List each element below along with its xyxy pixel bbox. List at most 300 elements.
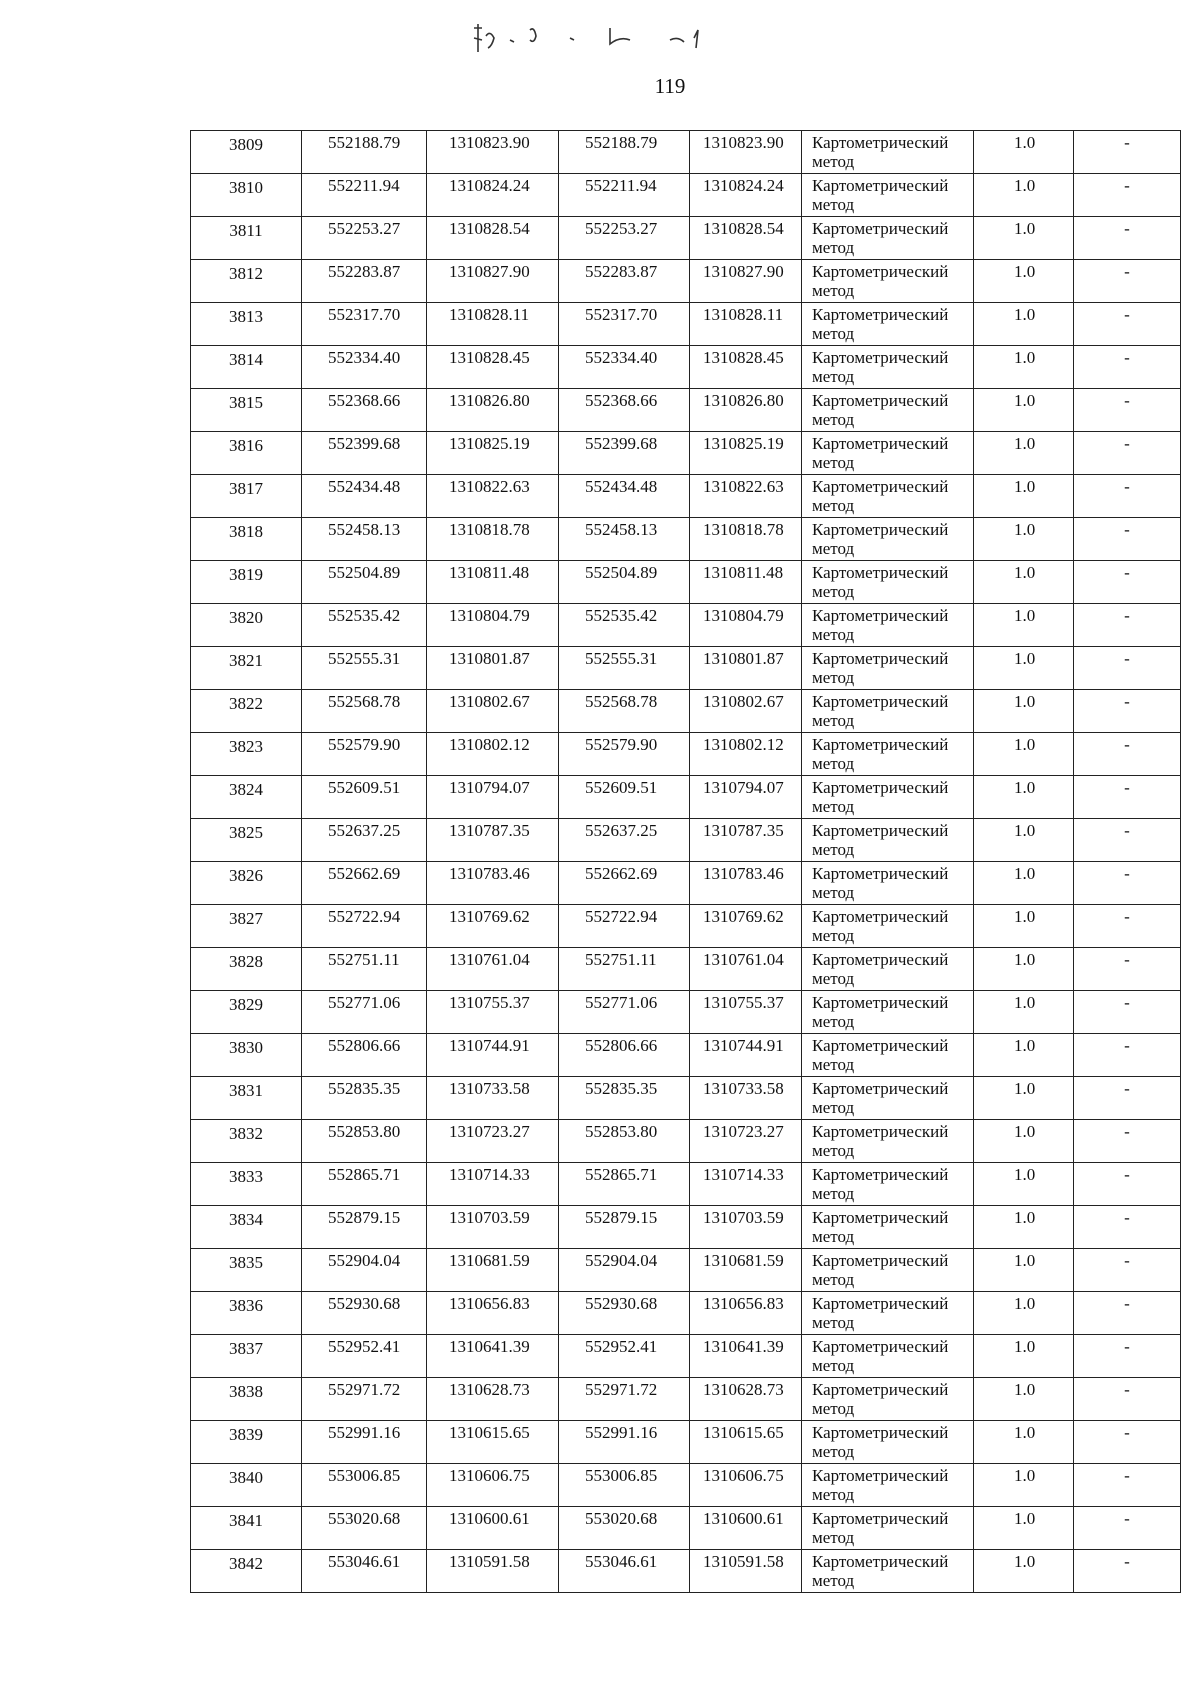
y-coordinate-value: 1310818.78 bbox=[449, 520, 530, 539]
precision-cell bbox=[974, 475, 1074, 518]
y-coordinate-new-value: 1310641.39 bbox=[703, 1337, 784, 1356]
y-coordinate-cell bbox=[427, 1507, 559, 1550]
x-coordinate-value: 552806.66 bbox=[328, 1036, 401, 1055]
point-number-value: 3841 bbox=[229, 1511, 263, 1530]
x-coordinate-value: 552751.11 bbox=[328, 950, 400, 969]
point-number-cell bbox=[191, 217, 302, 260]
y-coordinate-new-value: 1310826.80 bbox=[703, 391, 784, 410]
precision-value: 1.0 bbox=[1014, 262, 1036, 281]
y-coordinate-new-value: 1310787.35 bbox=[703, 821, 784, 840]
precision-value: 1.0 bbox=[1014, 348, 1036, 367]
precision-cell bbox=[974, 991, 1074, 1034]
y-coordinate-new-cell bbox=[690, 303, 802, 346]
table-row bbox=[191, 217, 1181, 260]
method-text: метод bbox=[812, 1141, 855, 1160]
x-coordinate-value: 552555.31 bbox=[328, 649, 401, 668]
method-cell bbox=[802, 776, 974, 819]
point-number-value: 3818 bbox=[229, 522, 263, 541]
x-coordinate-new-value: 552334.40 bbox=[585, 348, 658, 367]
table-row bbox=[191, 1378, 1181, 1421]
method-text: метод bbox=[812, 1313, 855, 1332]
y-coordinate-new-value: 1310744.91 bbox=[703, 1036, 784, 1055]
x-coordinate-new-cell bbox=[559, 819, 690, 862]
description-value: - bbox=[1124, 649, 1130, 668]
table-row bbox=[191, 1335, 1181, 1378]
y-coordinate-new-cell bbox=[690, 991, 802, 1034]
description-value: - bbox=[1124, 1208, 1130, 1227]
point-number-value: 3824 bbox=[229, 780, 263, 799]
x-coordinate-new-value: 553046.61 bbox=[585, 1552, 658, 1571]
point-number-cell bbox=[191, 475, 302, 518]
x-coordinate-new-cell bbox=[559, 1335, 690, 1378]
table-row bbox=[191, 1249, 1181, 1292]
precision-value: 1.0 bbox=[1014, 735, 1036, 754]
y-coordinate-new-value: 1310827.90 bbox=[703, 262, 784, 281]
precision-value: 1.0 bbox=[1014, 692, 1036, 711]
description-cell bbox=[1074, 432, 1181, 475]
y-coordinate-new-value: 1310828.11 bbox=[703, 305, 784, 324]
x-coordinate-value: 552283.87 bbox=[328, 262, 401, 281]
method-cell bbox=[802, 1378, 974, 1421]
description-value: - bbox=[1124, 477, 1130, 496]
x-coordinate-value: 552609.51 bbox=[328, 778, 401, 797]
y-coordinate-cell bbox=[427, 991, 559, 1034]
y-coordinate-new-cell bbox=[690, 862, 802, 905]
x-coordinate-value: 552930.68 bbox=[328, 1294, 401, 1313]
point-number-cell bbox=[191, 905, 302, 948]
precision-cell bbox=[974, 131, 1074, 174]
description-cell bbox=[1074, 1550, 1181, 1593]
method-cell bbox=[802, 1292, 974, 1335]
method-text: метод bbox=[812, 1356, 855, 1375]
y-coordinate-value: 1310606.75 bbox=[449, 1466, 530, 1485]
table-row bbox=[191, 1120, 1181, 1163]
precision-value: 1.0 bbox=[1014, 477, 1036, 496]
method-text: Картометрический bbox=[812, 1165, 949, 1184]
y-coordinate-new-value: 1310723.27 bbox=[703, 1122, 784, 1141]
description-value: - bbox=[1124, 1165, 1130, 1184]
y-coordinate-cell bbox=[427, 647, 559, 690]
precision-cell bbox=[974, 1550, 1074, 1593]
method-cell bbox=[802, 690, 974, 733]
method-text: метод bbox=[812, 840, 855, 859]
method-text: метод bbox=[812, 238, 855, 257]
description-value: - bbox=[1124, 1294, 1130, 1313]
x-coordinate-new-value: 552568.78 bbox=[585, 692, 658, 711]
y-coordinate-value: 1310681.59 bbox=[449, 1251, 530, 1270]
x-coordinate-cell bbox=[302, 303, 427, 346]
y-coordinate-new-cell bbox=[690, 733, 802, 776]
x-coordinate-value: 553046.61 bbox=[328, 1552, 401, 1571]
y-coordinate-value: 1310828.54 bbox=[449, 219, 530, 238]
description-value: - bbox=[1124, 348, 1130, 367]
method-text: Картометрический bbox=[812, 262, 949, 281]
x-coordinate-cell bbox=[302, 1077, 427, 1120]
method-text: Картометрический bbox=[812, 520, 949, 539]
method-text: Картометрический bbox=[812, 950, 949, 969]
y-coordinate-value: 1310714.33 bbox=[449, 1165, 530, 1184]
description-value: - bbox=[1124, 1337, 1130, 1356]
x-coordinate-cell bbox=[302, 1292, 427, 1335]
precision-cell bbox=[974, 776, 1074, 819]
x-coordinate-cell bbox=[302, 1034, 427, 1077]
y-coordinate-cell bbox=[427, 819, 559, 862]
precision-cell bbox=[974, 1378, 1074, 1421]
description-cell bbox=[1074, 905, 1181, 948]
method-text: метод bbox=[812, 453, 855, 472]
y-coordinate-value: 1310801.87 bbox=[449, 649, 530, 668]
method-text: метод bbox=[812, 582, 855, 601]
x-coordinate-value: 552253.27 bbox=[328, 219, 401, 238]
y-coordinate-cell bbox=[427, 690, 559, 733]
x-coordinate-new-cell bbox=[559, 776, 690, 819]
x-coordinate-cell bbox=[302, 518, 427, 561]
x-coordinate-new-value: 552853.80 bbox=[585, 1122, 658, 1141]
method-cell bbox=[802, 174, 974, 217]
x-coordinate-new-value: 552504.89 bbox=[585, 563, 658, 582]
method-text: Картометрический bbox=[812, 1552, 949, 1571]
y-coordinate-cell bbox=[427, 1034, 559, 1077]
method-text: метод bbox=[812, 754, 855, 773]
y-coordinate-new-value: 1310703.59 bbox=[703, 1208, 784, 1227]
y-coordinate-value: 1310783.46 bbox=[449, 864, 530, 883]
precision-cell bbox=[974, 604, 1074, 647]
y-coordinate-new-cell bbox=[690, 819, 802, 862]
y-coordinate-new-value: 1310811.48 bbox=[703, 563, 784, 582]
x-coordinate-value: 552317.70 bbox=[328, 305, 401, 324]
point-number-cell bbox=[191, 991, 302, 1034]
method-cell bbox=[802, 1077, 974, 1120]
method-text: метод bbox=[812, 1012, 855, 1031]
x-coordinate-new-cell bbox=[559, 991, 690, 1034]
y-coordinate-value: 1310723.27 bbox=[449, 1122, 530, 1141]
method-text: Картометрический bbox=[812, 735, 949, 754]
y-coordinate-cell bbox=[427, 1163, 559, 1206]
description-value: - bbox=[1124, 606, 1130, 625]
table-row bbox=[191, 1034, 1181, 1077]
y-coordinate-new-value: 1310656.83 bbox=[703, 1294, 784, 1313]
method-text: метод bbox=[812, 969, 855, 988]
x-coordinate-new-value: 553020.68 bbox=[585, 1509, 658, 1528]
method-text: метод bbox=[812, 1098, 855, 1117]
method-text: Картометрический bbox=[812, 692, 949, 711]
method-cell bbox=[802, 260, 974, 303]
y-coordinate-new-cell bbox=[690, 131, 802, 174]
precision-value: 1.0 bbox=[1014, 305, 1036, 324]
method-text: Картометрический bbox=[812, 1251, 949, 1270]
x-coordinate-value: 553006.85 bbox=[328, 1466, 401, 1485]
x-coordinate-cell bbox=[302, 905, 427, 948]
x-coordinate-value: 552458.13 bbox=[328, 520, 401, 539]
precision-cell bbox=[974, 1335, 1074, 1378]
description-value: - bbox=[1124, 1423, 1130, 1442]
y-coordinate-new-value: 1310591.58 bbox=[703, 1552, 784, 1571]
table-row bbox=[191, 260, 1181, 303]
x-coordinate-new-value: 552835.35 bbox=[585, 1079, 658, 1098]
point-number-cell bbox=[191, 1120, 302, 1163]
method-text: метод bbox=[812, 1270, 855, 1289]
y-coordinate-cell bbox=[427, 561, 559, 604]
x-coordinate-new-value: 552904.04 bbox=[585, 1251, 658, 1270]
y-coordinate-value: 1310828.11 bbox=[449, 305, 530, 324]
point-number-value: 3811 bbox=[229, 221, 263, 240]
precision-value: 1.0 bbox=[1014, 907, 1036, 926]
point-number-value: 3834 bbox=[229, 1210, 263, 1229]
y-coordinate-new-cell bbox=[690, 518, 802, 561]
x-coordinate-new-value: 552211.94 bbox=[585, 176, 657, 195]
description-value: - bbox=[1124, 1251, 1130, 1270]
y-coordinate-new-value: 1310804.79 bbox=[703, 606, 784, 625]
y-coordinate-cell bbox=[427, 303, 559, 346]
description-cell bbox=[1074, 475, 1181, 518]
x-coordinate-new-value: 552771.06 bbox=[585, 993, 658, 1012]
y-coordinate-new-cell bbox=[690, 1421, 802, 1464]
method-text: Картометрический bbox=[812, 1079, 949, 1098]
x-coordinate-new-value: 552879.15 bbox=[585, 1208, 658, 1227]
x-coordinate-new-cell bbox=[559, 518, 690, 561]
precision-value: 1.0 bbox=[1014, 821, 1036, 840]
method-text: Картометрический bbox=[812, 477, 949, 496]
x-coordinate-new-cell bbox=[559, 1292, 690, 1335]
table-row bbox=[191, 948, 1181, 991]
y-coordinate-value: 1310755.37 bbox=[449, 993, 530, 1012]
precision-value: 1.0 bbox=[1014, 1509, 1036, 1528]
y-coordinate-value: 1310824.24 bbox=[449, 176, 530, 195]
y-coordinate-new-cell bbox=[690, 1335, 802, 1378]
y-coordinate-new-value: 1310714.33 bbox=[703, 1165, 784, 1184]
y-coordinate-cell bbox=[427, 905, 559, 948]
x-coordinate-new-value: 552751.11 bbox=[585, 950, 657, 969]
description-cell bbox=[1074, 346, 1181, 389]
x-coordinate-new-cell bbox=[559, 475, 690, 518]
y-coordinate-cell bbox=[427, 475, 559, 518]
precision-cell bbox=[974, 260, 1074, 303]
precision-cell bbox=[974, 948, 1074, 991]
method-text: метод bbox=[812, 367, 855, 386]
precision-value: 1.0 bbox=[1014, 219, 1036, 238]
method-text: Картометрический bbox=[812, 778, 949, 797]
description-value: - bbox=[1124, 219, 1130, 238]
method-text: Картометрический bbox=[812, 1208, 949, 1227]
y-coordinate-new-cell bbox=[690, 1034, 802, 1077]
x-coordinate-new-cell bbox=[559, 690, 690, 733]
point-number-value: 3812 bbox=[229, 264, 263, 283]
table-row bbox=[191, 1206, 1181, 1249]
y-coordinate-new-value: 1310755.37 bbox=[703, 993, 784, 1012]
precision-cell bbox=[974, 1077, 1074, 1120]
y-coordinate-new-cell bbox=[690, 346, 802, 389]
x-coordinate-new-cell bbox=[559, 303, 690, 346]
point-number-cell bbox=[191, 346, 302, 389]
table-row bbox=[191, 346, 1181, 389]
x-coordinate-cell bbox=[302, 819, 427, 862]
point-number-value: 3816 bbox=[229, 436, 263, 455]
y-coordinate-new-value: 1310822.63 bbox=[703, 477, 784, 496]
x-coordinate-value: 553020.68 bbox=[328, 1509, 401, 1528]
precision-value: 1.0 bbox=[1014, 1165, 1036, 1184]
y-coordinate-value: 1310600.61 bbox=[449, 1509, 530, 1528]
y-coordinate-new-cell bbox=[690, 174, 802, 217]
x-coordinate-cell bbox=[302, 260, 427, 303]
x-coordinate-value: 552637.25 bbox=[328, 821, 401, 840]
method-cell bbox=[802, 561, 974, 604]
point-number-value: 3838 bbox=[229, 1382, 263, 1401]
precision-cell bbox=[974, 905, 1074, 948]
method-text: метод bbox=[812, 1399, 855, 1418]
y-coordinate-new-cell bbox=[690, 561, 802, 604]
precision-cell bbox=[974, 1421, 1074, 1464]
y-coordinate-cell bbox=[427, 1249, 559, 1292]
description-value: - bbox=[1124, 176, 1130, 195]
x-coordinate-cell bbox=[302, 389, 427, 432]
method-cell bbox=[802, 862, 974, 905]
table-row bbox=[191, 1292, 1181, 1335]
description-cell bbox=[1074, 690, 1181, 733]
method-cell bbox=[802, 131, 974, 174]
method-text: Картометрический bbox=[812, 864, 949, 883]
x-coordinate-cell bbox=[302, 1507, 427, 1550]
point-number-value: 3836 bbox=[229, 1296, 263, 1315]
method-text: метод bbox=[812, 1055, 855, 1074]
description-cell bbox=[1074, 819, 1181, 862]
x-coordinate-cell bbox=[302, 1120, 427, 1163]
x-coordinate-new-cell bbox=[559, 733, 690, 776]
description-value: - bbox=[1124, 692, 1130, 711]
y-coordinate-new-cell bbox=[690, 1464, 802, 1507]
precision-cell bbox=[974, 1507, 1074, 1550]
precision-cell bbox=[974, 1292, 1074, 1335]
point-number-cell bbox=[191, 1077, 302, 1120]
description-cell bbox=[1074, 647, 1181, 690]
description-cell bbox=[1074, 604, 1181, 647]
y-coordinate-new-value: 1310818.78 bbox=[703, 520, 784, 539]
description-cell bbox=[1074, 1507, 1181, 1550]
precision-value: 1.0 bbox=[1014, 391, 1036, 410]
x-coordinate-new-value: 552579.90 bbox=[585, 735, 658, 754]
y-coordinate-cell bbox=[427, 1335, 559, 1378]
precision-cell bbox=[974, 733, 1074, 776]
description-cell bbox=[1074, 217, 1181, 260]
x-coordinate-cell bbox=[302, 1335, 427, 1378]
description-cell bbox=[1074, 1077, 1181, 1120]
method-text: метод bbox=[812, 711, 855, 730]
point-number-cell bbox=[191, 303, 302, 346]
y-coordinate-new-cell bbox=[690, 1292, 802, 1335]
x-coordinate-new-value: 552991.16 bbox=[585, 1423, 658, 1442]
x-coordinate-new-cell bbox=[559, 1034, 690, 1077]
y-coordinate-new-cell bbox=[690, 604, 802, 647]
method-cell bbox=[802, 819, 974, 862]
precision-cell bbox=[974, 1034, 1074, 1077]
point-number-value: 3833 bbox=[229, 1167, 263, 1186]
precision-value: 1.0 bbox=[1014, 1122, 1036, 1141]
description-cell bbox=[1074, 1464, 1181, 1507]
x-coordinate-new-value: 552253.27 bbox=[585, 219, 658, 238]
method-cell bbox=[802, 1550, 974, 1593]
y-coordinate-new-value: 1310615.65 bbox=[703, 1423, 784, 1442]
point-number-value: 3828 bbox=[229, 952, 263, 971]
x-coordinate-value: 552334.40 bbox=[328, 348, 401, 367]
y-coordinate-new-cell bbox=[690, 1206, 802, 1249]
precision-cell bbox=[974, 647, 1074, 690]
x-coordinate-cell bbox=[302, 1378, 427, 1421]
y-coordinate-value: 1310744.91 bbox=[449, 1036, 530, 1055]
y-coordinate-value: 1310826.80 bbox=[449, 391, 530, 410]
table-row bbox=[191, 1507, 1181, 1550]
method-text: метод bbox=[812, 539, 855, 558]
y-coordinate-value: 1310761.04 bbox=[449, 950, 530, 969]
method-cell bbox=[802, 346, 974, 389]
x-coordinate-new-cell bbox=[559, 389, 690, 432]
method-text: Картометрический bbox=[812, 1423, 949, 1442]
point-number-value: 3813 bbox=[229, 307, 263, 326]
x-coordinate-new-value: 552317.70 bbox=[585, 305, 658, 324]
point-number-cell bbox=[191, 1206, 302, 1249]
description-cell bbox=[1074, 948, 1181, 991]
description-value: - bbox=[1124, 1466, 1130, 1485]
y-coordinate-new-value: 1310733.58 bbox=[703, 1079, 784, 1098]
method-text: Картометрический bbox=[812, 348, 949, 367]
precision-cell bbox=[974, 1249, 1074, 1292]
y-coordinate-new-cell bbox=[690, 776, 802, 819]
precision-value: 1.0 bbox=[1014, 864, 1036, 883]
y-coordinate-new-cell bbox=[690, 1163, 802, 1206]
y-coordinate-new-cell bbox=[690, 1507, 802, 1550]
table-row bbox=[191, 819, 1181, 862]
y-coordinate-new-value: 1310628.73 bbox=[703, 1380, 784, 1399]
description-cell bbox=[1074, 260, 1181, 303]
precision-value: 1.0 bbox=[1014, 1208, 1036, 1227]
method-cell bbox=[802, 432, 974, 475]
precision-cell bbox=[974, 518, 1074, 561]
method-text: метод bbox=[812, 1227, 855, 1246]
method-cell bbox=[802, 1249, 974, 1292]
point-number-value: 3840 bbox=[229, 1468, 263, 1487]
y-coordinate-new-cell bbox=[690, 1077, 802, 1120]
description-value: - bbox=[1124, 1036, 1130, 1055]
method-text: Картометрический bbox=[812, 219, 949, 238]
description-cell bbox=[1074, 1163, 1181, 1206]
x-coordinate-cell bbox=[302, 991, 427, 1034]
x-coordinate-new-cell bbox=[559, 1464, 690, 1507]
point-number-cell bbox=[191, 260, 302, 303]
method-text: метод bbox=[812, 324, 855, 343]
point-number-value: 3835 bbox=[229, 1253, 263, 1272]
y-coordinate-cell bbox=[427, 733, 559, 776]
precision-value: 1.0 bbox=[1014, 563, 1036, 582]
y-coordinate-new-cell bbox=[690, 690, 802, 733]
x-coordinate-value: 552865.71 bbox=[328, 1165, 401, 1184]
table-row bbox=[191, 1550, 1181, 1593]
description-cell bbox=[1074, 131, 1181, 174]
description-cell bbox=[1074, 1292, 1181, 1335]
description-value: - bbox=[1124, 1509, 1130, 1528]
description-cell bbox=[1074, 518, 1181, 561]
y-coordinate-value: 1310769.62 bbox=[449, 907, 530, 926]
y-coordinate-value: 1310825.19 bbox=[449, 434, 530, 453]
x-coordinate-value: 552211.94 bbox=[328, 176, 400, 195]
x-coordinate-new-cell bbox=[559, 174, 690, 217]
x-coordinate-cell bbox=[302, 647, 427, 690]
method-cell bbox=[802, 1464, 974, 1507]
method-text: метод bbox=[812, 625, 855, 644]
x-coordinate-cell bbox=[302, 174, 427, 217]
method-text: метод bbox=[812, 797, 855, 816]
x-coordinate-new-cell bbox=[559, 1120, 690, 1163]
x-coordinate-new-value: 552930.68 bbox=[585, 1294, 658, 1313]
description-value: - bbox=[1124, 1380, 1130, 1399]
description-value: - bbox=[1124, 434, 1130, 453]
